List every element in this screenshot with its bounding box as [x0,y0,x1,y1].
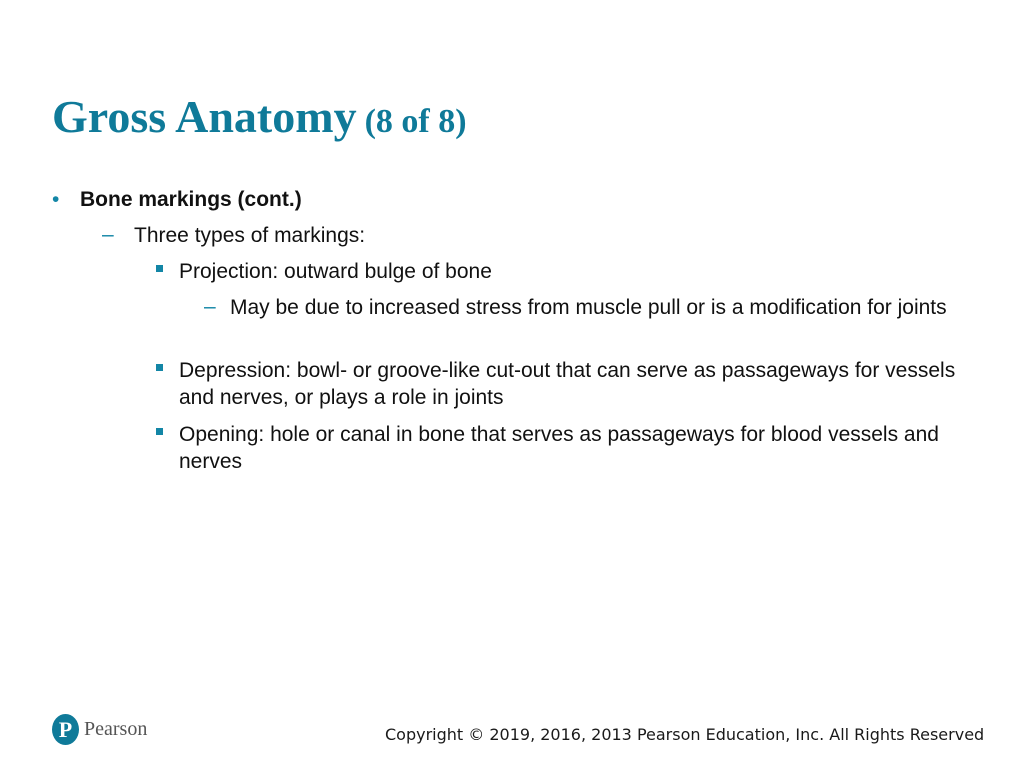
dash-icon: – [102,223,114,246]
bullet-text: May be due to increased stress from muscle pull or is a modification for joints [230,296,947,319]
bullet-text: Depression: bowl- or groove-like cut-out that can serve as passageways for vessels and nerves, or plays a role in joints [179,359,956,409]
square-bullet-icon [156,364,163,371]
bullet-bone-markings [52,186,980,213]
bullet-text: Projection: outward bulge of bone [179,260,492,283]
slide-title [52,92,467,143]
pearson-logo [52,714,147,745]
bullet-text: Opening: hole or canal in bone that serves as passageways for blood vessels and nerves [179,423,939,473]
bullet-three-types [102,222,974,249]
bullet-projection [179,258,979,285]
title-suffix: (8 of 8) [364,103,467,140]
pearson-wordmark: Pearson [84,718,148,740]
bullet-projection-detail [204,294,960,321]
bullet-opening [179,421,969,475]
pearson-p-icon: P [52,714,79,745]
bullet-depression [179,357,959,411]
copyright-notice: Copyright © 2019, 2016, 2013 Pearson Education, Inc. All Rights Reserved [385,725,985,744]
bullet-text: Bone markings (cont.) [80,188,302,211]
dash-icon: – [204,295,216,318]
title-main: Gross Anatomy [52,91,357,142]
square-bullet-icon [156,428,163,435]
bullet-dot-icon: • [52,188,60,211]
square-bullet-icon [156,265,163,272]
bullet-text: Three types of markings: [134,224,366,247]
